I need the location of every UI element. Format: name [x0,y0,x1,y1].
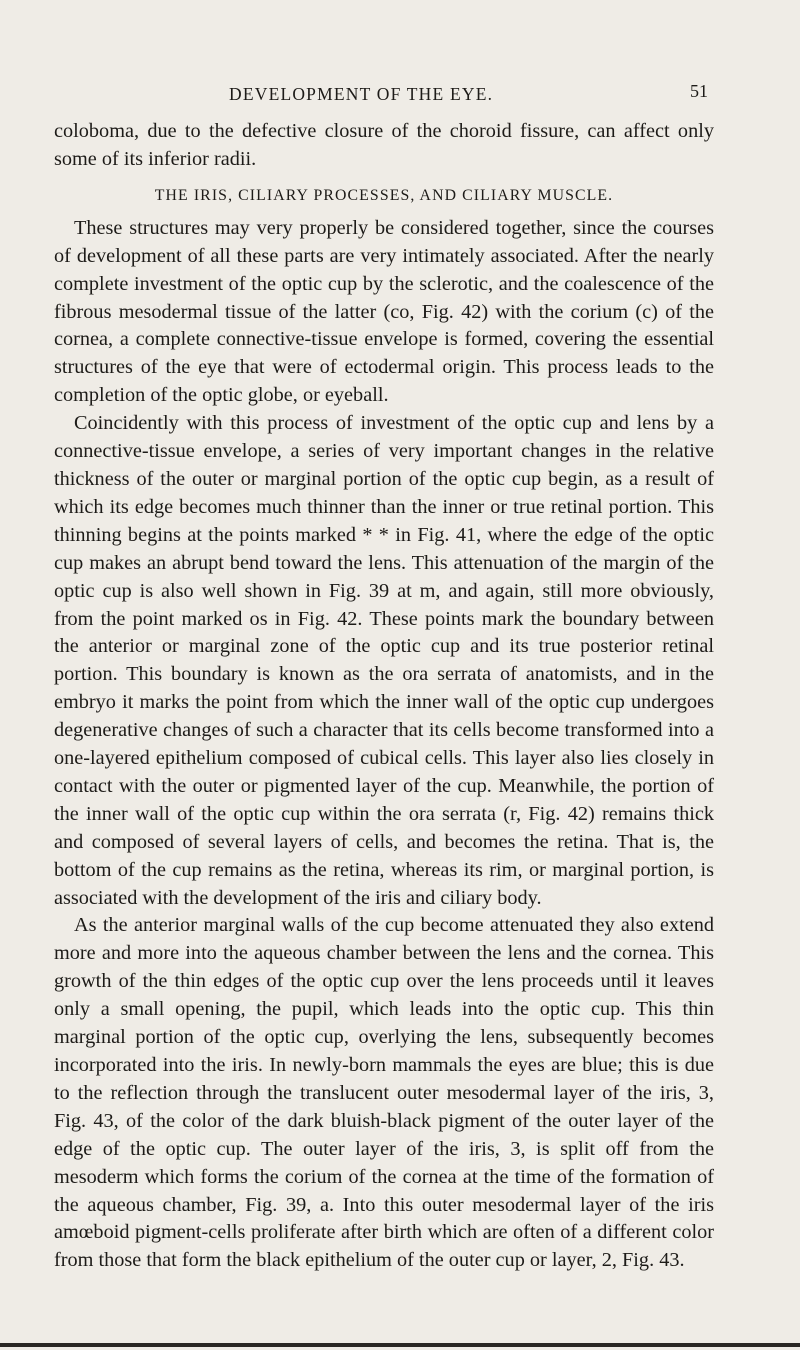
paragraph-iris-growth: As the anterior marginal walls of the cup become attenuated they also extend more and more into the aqueous chamber between the lens and the cornea. This growth of the thin edges of the optic cup over the lens proceeds until it leaves only a small opening, the pupil, which leads into the optic cup. This thin marginal portion of the optic cup, overlying the lens, subsequently becomes incorporated into the iris. In newly-born mammals the eyes are blue; this is due to the reflection through the translucent outer mesodermal layer of the iris, 3, Fig. 43, of the color of the dark bluish-black pigment of the outer layer of the edge of the optic cup. The outer layer of the iris, 3, is split off from the mesoderm which forms the corium of the cornea at the time of the formation of the aqueous chamber, Fig. 39, a. Into this outer mesodermal layer of the iris amœboid pigment-cells proliferate after birth which are often of a different color from those that form the black epithelium of the outer cup or layer, 2, Fig. 43. [54,914,714,1272]
section-heading: THE IRIS, CILIARY PROCESSES, AND CILIARY MUSCLE. [154,186,614,204]
body-text [54,118,714,1275]
page-number: 51 [690,81,708,101]
bottom-scan-edge [0,1343,800,1347]
running-head: DEVELOPMENT OF THE EYE. [229,84,494,104]
paragraph-structures: These structures may very properly be considered together, since the courses of development of all these parts are very intimately associated. After the nearly complete investment of the optic cup by the sclerotic, and the coalescence of the fibrous mesodermal tissue of the latter (co, Fig. 42) with the corium (c) of the cornea, a complete connective-tissue envelope is formed, covering the essential structures of the eye that were of ectodermal origin. This process leads to the completion of the optic globe, or eyeball. [54,216,714,407]
paragraph-investment: Coincidently with this process of investment of the optic cup and lens by a connective-tissue envelope, a series of very important changes in the relative thickness of the outer or marginal portion of the optic cup begin, as a result of which its edge becomes much thinner than the inner or true retinal portion. This thinning begins at the points marked * * in Fig. 41, where the edge of the optic cup makes an abrupt bend toward the lens. This attenuation of the margin of the optic cup is also well shown in Fig. 39 at m, and again, still more obviously, from the point marked os in Fig. 42. These points mark the boundary between the anterior or marginal zone of the optic cup and its true posterior retinal portion. This boundary is known as the ora serrata of anatomists, and in the embryo it marks the point from which the inner wall of the optic cup undergoes degenerative changes of such a character that its cells become transformed into a one-layered epithelium composed of cubical cells. This layer also lies closely in contact with the outer or pigmented layer of the cup. Meanwhile, the portion of the inner wall of the optic cup within the ora serrata (r, Fig. 42) remains thick and composed of several layers of cells, and becomes the retina. That is, the bottom of the cup remains as the retina, whereas its rim, or marginal portion, is associated with the development of the iris and ciliary body. [54,412,714,909]
continued-paragraph: coloboma, due to the defective closure of the choroid fissure, can affect only some of its inferior radii. [54,120,714,170]
